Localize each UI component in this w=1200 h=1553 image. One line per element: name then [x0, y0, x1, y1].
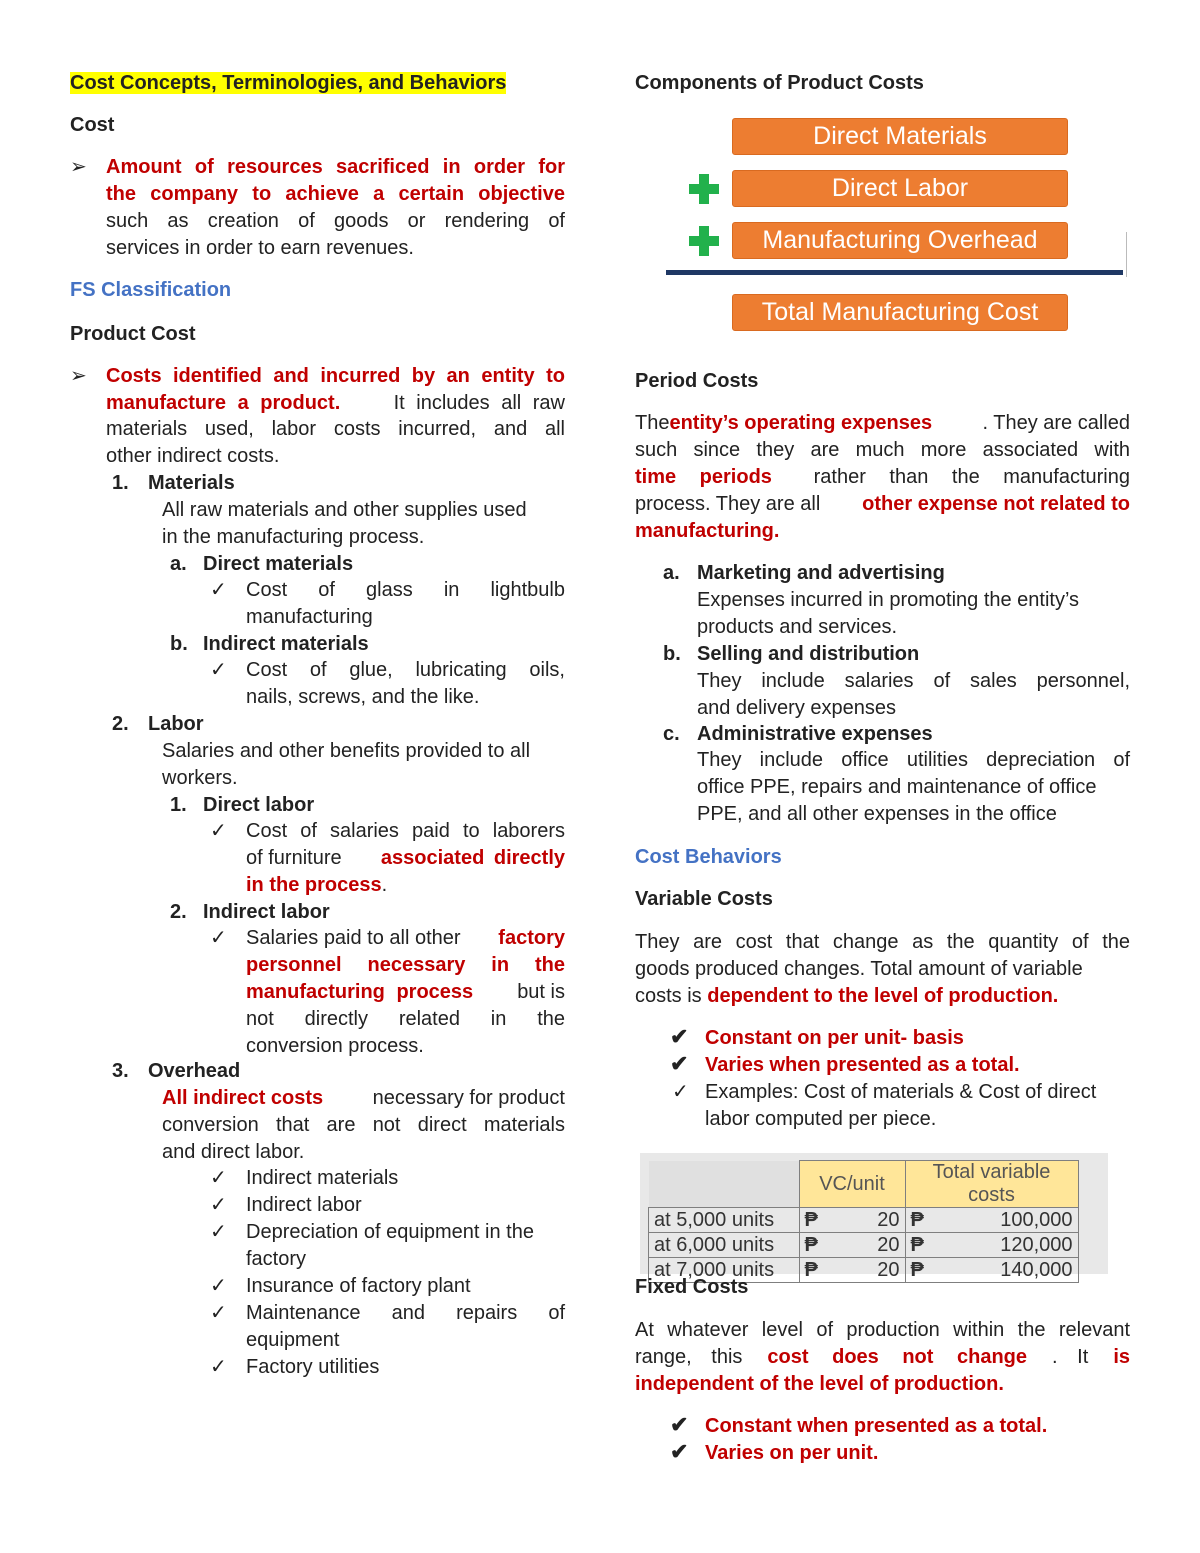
checkmark-icon: ✓	[210, 659, 227, 681]
table-cell: at 5,000 units	[649, 1208, 800, 1233]
cost-definition-line4: services in order to earn revenues.	[106, 237, 414, 259]
direct-labor-box: Direct Labor	[732, 170, 1068, 207]
fixed-check-line2: Varies on per unit.	[705, 1442, 879, 1464]
product-cost-heading: Product Cost	[70, 323, 196, 345]
cost-behaviors-heading: Cost Behaviors	[635, 846, 782, 868]
checkmark-icon: ✓	[210, 1167, 227, 1189]
administrative-heading: Administrative expenses	[697, 723, 933, 745]
overhead-desc-line2: conversion that are not direct materials	[162, 1114, 565, 1136]
direct-labor-example-line1: Cost of salaries paid to laborers	[246, 820, 565, 842]
checkmark-icon: ✓	[210, 1275, 227, 1297]
variable-example-line2: labor computed per piece.	[705, 1108, 937, 1130]
fixed-costs-heading: Fixed Costs	[635, 1276, 749, 1298]
table-cell: 20	[840, 1208, 906, 1233]
labor-desc-line2: workers.	[162, 767, 238, 789]
list-letter: c.	[663, 723, 680, 745]
indirect-labor-example-line1: Salaries paid to all other factory	[246, 927, 565, 949]
administrative-desc-line2: office PPE, repairs and maintenance of office	[697, 776, 1097, 798]
currency-symbol: ₱	[799, 1258, 840, 1283]
manufacturing-overhead-box: Manufacturing Overhead	[732, 222, 1068, 259]
direct-labor-heading: Direct labor	[203, 794, 315, 816]
checkmark-icon: ✔	[670, 1051, 689, 1076]
table-cell: at 6,000 units	[649, 1233, 800, 1258]
checkmark-icon: ✓	[210, 1356, 227, 1378]
table-cell: 100,000	[946, 1208, 1079, 1233]
currency-symbol: ₱	[905, 1208, 946, 1233]
indirect-labor-example-line2: personnel necessary in the	[246, 954, 565, 976]
checkmark-icon: ✓	[210, 1221, 227, 1243]
checkmark-icon: ✓	[210, 927, 227, 949]
list-number: 1.	[170, 794, 187, 816]
list-letter: a.	[170, 553, 187, 575]
fixed-check-line1: Constant when presented as a total.	[705, 1415, 1048, 1437]
table-cell: at 7,000 units	[649, 1258, 800, 1283]
document-title: Cost Concepts, Terminologies, and Behaviors	[70, 72, 507, 94]
labor-desc-line1: Salaries and other benefits provided to all	[162, 740, 531, 762]
direct-labor-example-line3: in the process.	[246, 874, 388, 896]
cost-definition-line1: Amount of resources sacrificed in order for	[106, 156, 565, 178]
arrow-bullet-icon: ➢	[70, 156, 87, 178]
overhead-heading: Overhead	[148, 1060, 241, 1082]
product-cost-def-line1: Costs identified and incurred by an entity to	[106, 365, 565, 387]
list-number: 3.	[112, 1060, 129, 1082]
sum-line	[666, 270, 1123, 275]
period-costs-heading: Period Costs	[635, 370, 759, 392]
checkmark-icon: ✔	[670, 1024, 689, 1049]
overhead-item: Indirect materials	[246, 1167, 399, 1189]
table-header-row	[649, 1161, 1079, 1208]
currency-symbol: ₱	[799, 1233, 840, 1258]
labor-heading: Labor	[148, 713, 204, 735]
divider	[1126, 232, 1127, 277]
checkmark-icon: ✓	[210, 1194, 227, 1216]
overhead-item: Depreciation of equipment in the	[246, 1221, 534, 1243]
indirect-materials-heading: Indirect materials	[203, 633, 369, 655]
table-header: Total variable costs	[905, 1161, 1078, 1208]
marketing-heading: Marketing and advertising	[697, 562, 945, 584]
materials-desc-line1: All raw materials and other supplies used	[162, 499, 527, 521]
currency-symbol: ₱	[905, 1258, 946, 1283]
selling-desc-line2: and delivery expenses	[697, 697, 897, 719]
indirect-materials-example-line1: Cost of glue, lubricating oils,	[246, 659, 565, 681]
list-letter: b.	[663, 643, 681, 665]
marketing-desc-line2: products and services.	[697, 616, 898, 638]
overhead-item-continuation: factory	[246, 1248, 307, 1270]
list-number: 2.	[112, 713, 129, 735]
marketing-desc-line1: Expenses incurred in promoting the entity’s	[697, 589, 1080, 611]
fixed-costs-line1: At whatever level of production within the relevant	[635, 1319, 1130, 1341]
product-cost-def-line4: other indirect costs.	[106, 445, 280, 467]
fixed-costs-line3: independent of the level of production.	[635, 1373, 1004, 1395]
fs-classification-heading: FS Classification	[70, 279, 232, 301]
indirect-materials-example-line2: nails, screws, and the like.	[246, 686, 480, 708]
table-row	[649, 1208, 1079, 1233]
variable-costs-line1: They are cost that change as the quantity of the	[635, 931, 1130, 953]
overhead-desc-line3: and direct labor.	[162, 1141, 305, 1163]
arrow-bullet-icon: ➢	[70, 365, 87, 387]
variable-costs-heading: Variable Costs	[635, 888, 773, 910]
table-header: VC/unit	[799, 1161, 905, 1208]
selling-heading: Selling and distribution	[697, 643, 920, 665]
overhead-item: Maintenance and repairs of	[246, 1302, 565, 1324]
checkmark-icon: ✓	[672, 1081, 689, 1103]
materials-desc-line2: in the manufacturing process.	[162, 526, 425, 548]
direct-labor-example-line2: of furniture associated directly	[246, 847, 565, 869]
period-costs-line1: The entity’s operating expenses . They are called	[635, 412, 1130, 434]
period-costs-line5: manufacturing.	[635, 520, 780, 542]
variable-example-line1: Examples: Cost of materials & Cost of direct	[705, 1081, 1097, 1103]
overhead-item: Insurance of factory plant	[246, 1275, 471, 1297]
list-letter: b.	[170, 633, 188, 655]
checkmark-icon: ✓	[210, 1302, 227, 1324]
table-cell: 120,000	[946, 1233, 1079, 1258]
indirect-labor-example-line3: manufacturing process but is	[246, 981, 565, 1003]
list-number: 1.	[112, 472, 129, 494]
overhead-item: Factory utilities	[246, 1356, 380, 1378]
administrative-desc-line1: They include office utilities depreciation of	[697, 749, 1130, 771]
cost-heading: Cost	[70, 114, 115, 136]
period-costs-line2: such since they are much more associated with	[635, 439, 1130, 461]
table-row	[649, 1233, 1079, 1258]
variable-cost-table	[648, 1160, 1079, 1283]
overhead-item-continuation: equipment	[246, 1329, 340, 1351]
plus-icon	[689, 174, 719, 204]
variable-costs-line2: goods produced changes. Total amount of variable	[635, 958, 1083, 980]
plus-icon	[689, 226, 719, 256]
cost-definition-line2: the company to achieve a certain objective	[106, 183, 565, 205]
period-costs-line3: time periods rather than the manufacturing	[635, 466, 1130, 488]
overhead-desc-line1: All indirect costs necessary for product	[162, 1087, 565, 1109]
direct-materials-example-line1: Cost of glass in lightbulb	[246, 579, 565, 601]
variable-check-line2: Varies when presented as a total.	[705, 1054, 1020, 1076]
period-costs-line4: process. They are all other expense not related to	[635, 493, 1130, 515]
product-cost-def-line2: manufacture a product. It includes all raw	[106, 392, 565, 414]
indirect-labor-example-line4: not directly related in the	[246, 1008, 565, 1030]
direct-materials-box: Direct Materials	[732, 118, 1068, 155]
direct-materials-heading: Direct materials	[203, 553, 354, 575]
administrative-desc-line3: PPE, and all other expenses in the office	[697, 803, 1057, 825]
product-cost-def-line3: materials used, labor costs incurred, and all	[106, 418, 565, 440]
selling-desc-line1: They include salaries of sales personnel,	[697, 670, 1130, 692]
overhead-item: Indirect labor	[246, 1194, 362, 1216]
list-number: 2.	[170, 901, 187, 923]
fixed-costs-line2: range, this cost does not change . It is	[635, 1346, 1130, 1368]
currency-symbol: ₱	[905, 1233, 946, 1258]
indirect-labor-example-line5: conversion process.	[246, 1035, 424, 1057]
checkmark-icon: ✓	[210, 579, 227, 601]
direct-materials-example-line2: manufacturing	[246, 606, 373, 628]
variable-costs-line3: costs is dependent to the level of production.	[635, 985, 1059, 1007]
table-cell: 20	[840, 1258, 906, 1283]
currency-symbol: ₱	[799, 1208, 840, 1233]
list-letter: a.	[663, 562, 680, 584]
table-cell: 20	[840, 1233, 906, 1258]
variable-check-line1: Constant on per unit- basis	[705, 1027, 964, 1049]
total-manufacturing-cost-box: Total Manufacturing Cost	[732, 294, 1068, 331]
checkmark-icon: ✓	[210, 820, 227, 842]
indirect-labor-heading: Indirect labor	[203, 901, 330, 923]
materials-heading: Materials	[148, 472, 235, 494]
components-heading: Components of Product Costs	[635, 72, 924, 94]
cost-definition-line3: such as creation of goods or rendering of	[106, 210, 565, 232]
table-cell: 140,000	[946, 1258, 1079, 1283]
checkmark-icon: ✔	[670, 1439, 689, 1464]
checkmark-icon: ✔	[670, 1412, 689, 1437]
